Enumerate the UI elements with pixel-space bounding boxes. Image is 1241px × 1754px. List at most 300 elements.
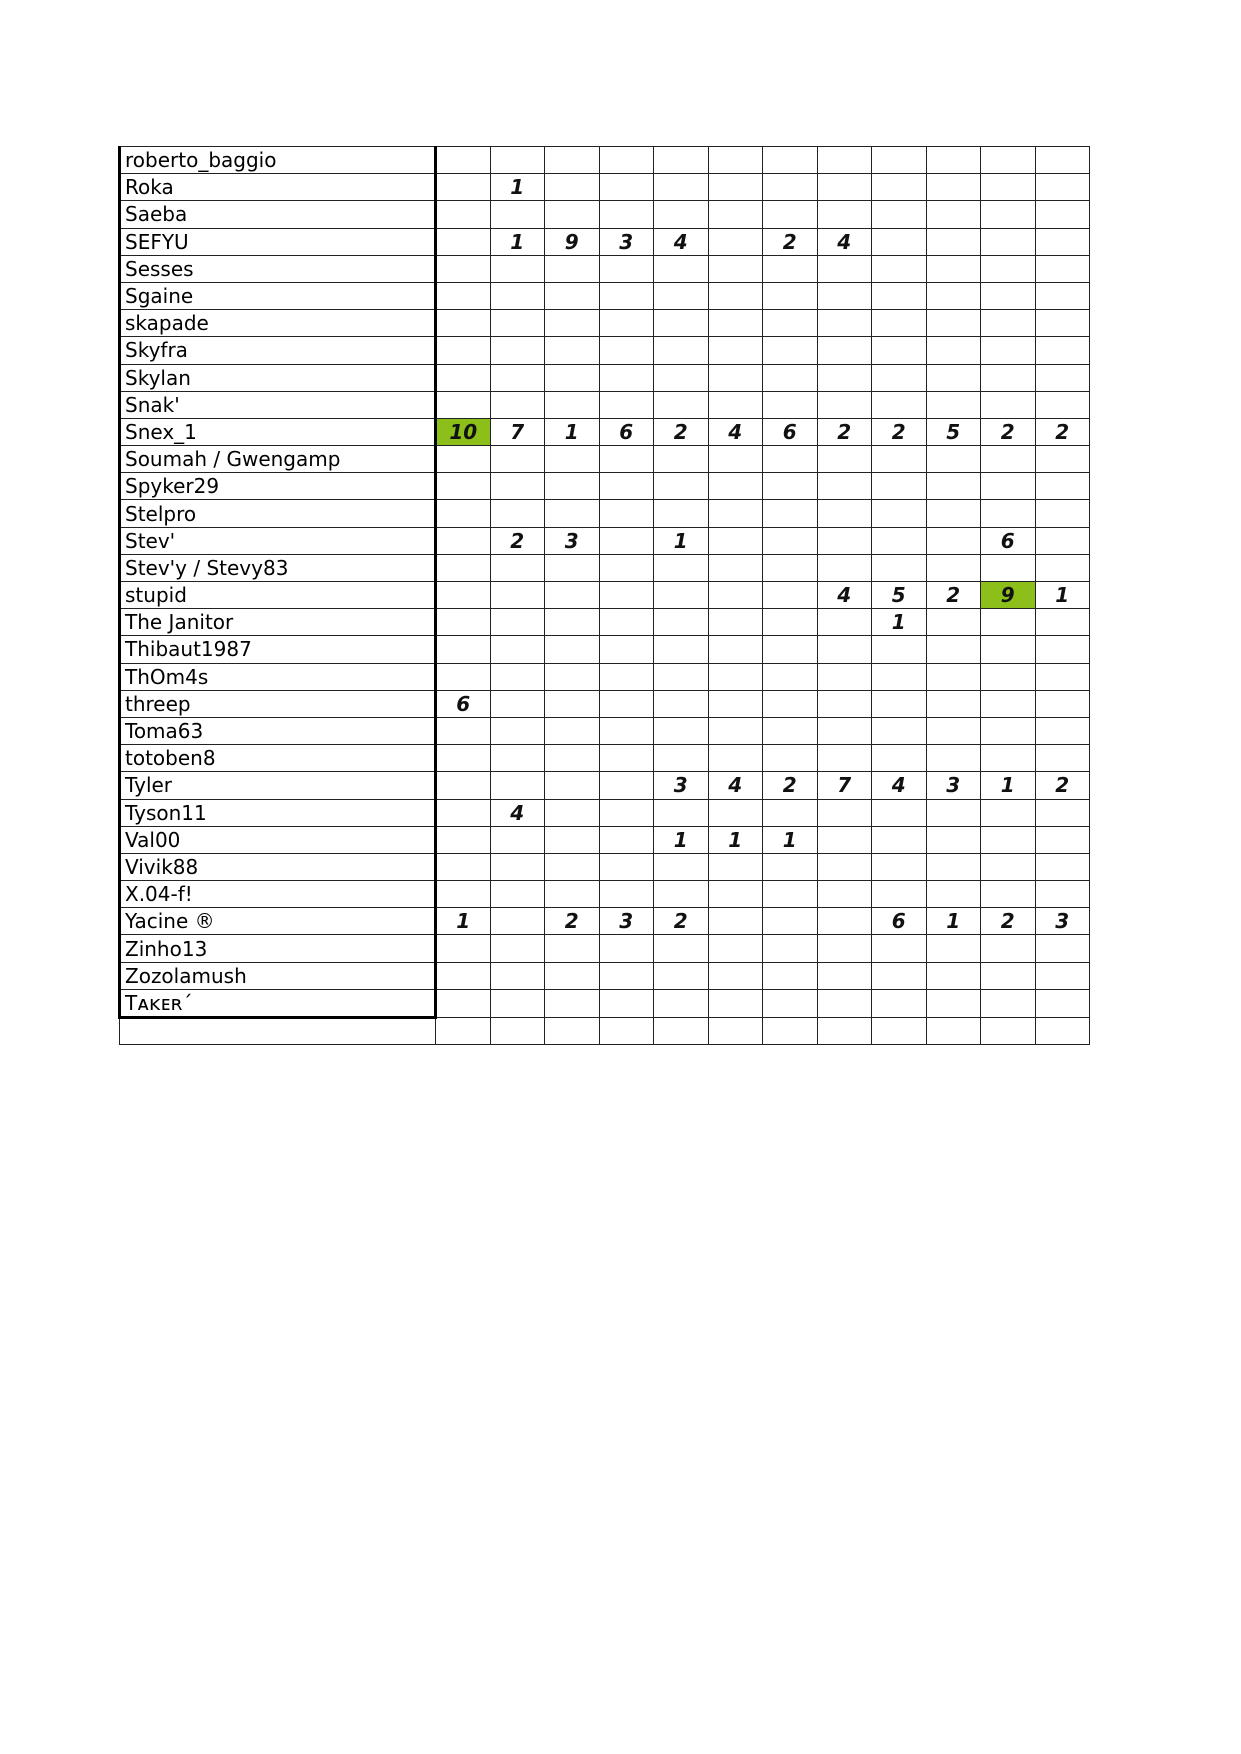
score-cell <box>1035 935 1090 962</box>
score-cell <box>926 174 981 201</box>
player-name-cell: Thibaut1987 <box>120 636 436 663</box>
table-row <box>120 228 1090 255</box>
score-cell <box>817 690 872 717</box>
score-cell: 3 <box>545 527 600 554</box>
score-cell: 5 <box>926 418 981 445</box>
player-name-cell: Yacine ® <box>120 908 436 935</box>
score-cell <box>981 881 1036 908</box>
score-cell <box>490 962 545 989</box>
score-cell <box>436 500 491 527</box>
score-cell <box>599 500 654 527</box>
score-cell <box>817 554 872 581</box>
score-cell <box>545 500 600 527</box>
score-cell <box>872 473 927 500</box>
score-cell <box>708 582 763 609</box>
score-cell <box>926 310 981 337</box>
score-cell: 1 <box>436 908 491 935</box>
score-cell <box>1035 147 1090 174</box>
score-cell <box>817 473 872 500</box>
score-cell <box>490 636 545 663</box>
score-cell <box>490 582 545 609</box>
score-cell <box>872 310 927 337</box>
score-cell <box>599 935 654 962</box>
score-cell: 2 <box>1035 418 1090 445</box>
score-cell <box>981 609 1036 636</box>
score-cell <box>763 527 818 554</box>
score-cell <box>490 717 545 744</box>
score-cell <box>436 826 491 853</box>
table-row <box>120 174 1090 201</box>
score-cell <box>545 364 600 391</box>
score-cell <box>545 663 600 690</box>
score-cell: 2 <box>545 908 600 935</box>
score-cell: 2 <box>654 908 709 935</box>
score-cell <box>817 147 872 174</box>
score-cell <box>817 337 872 364</box>
table-row <box>120 609 1090 636</box>
score-cell <box>654 636 709 663</box>
score-cell: 1 <box>654 826 709 853</box>
score-cell <box>654 609 709 636</box>
score-cell <box>981 310 1036 337</box>
score-cell <box>926 609 981 636</box>
score-cell <box>436 799 491 826</box>
score-cell <box>436 446 491 473</box>
table-row <box>120 582 1090 609</box>
score-cell <box>763 282 818 309</box>
score-cell <box>981 636 1036 663</box>
table-row <box>120 201 1090 228</box>
score-cell <box>926 473 981 500</box>
score-cell <box>436 147 491 174</box>
score-cell <box>490 609 545 636</box>
score-cell <box>545 881 600 908</box>
score-cell <box>926 282 981 309</box>
score-cell: 2 <box>763 772 818 799</box>
score-cell <box>872 663 927 690</box>
score-cell <box>817 364 872 391</box>
table-row <box>120 663 1090 690</box>
score-cell <box>436 554 491 581</box>
score-cell <box>436 391 491 418</box>
player-name-cell: Soumah / Gwengamp <box>120 446 436 473</box>
score-cell: 4 <box>708 772 763 799</box>
score-cell <box>599 609 654 636</box>
score-cell <box>817 310 872 337</box>
score-cell <box>654 364 709 391</box>
table-row <box>120 391 1090 418</box>
score-cell <box>599 745 654 772</box>
score-cell <box>654 1017 709 1044</box>
score-cell <box>763 1017 818 1044</box>
score-cell <box>545 772 600 799</box>
score-cell <box>1035 962 1090 989</box>
score-cell <box>981 663 1036 690</box>
score-cell: 6 <box>872 908 927 935</box>
score-cell <box>545 391 600 418</box>
score-cell <box>599 690 654 717</box>
score-cell <box>490 935 545 962</box>
score-cell <box>817 174 872 201</box>
player-name-cell: Skyfra <box>120 337 436 364</box>
score-cell: 6 <box>763 418 818 445</box>
score-cell <box>981 1017 1036 1044</box>
score-cell <box>490 690 545 717</box>
score-cell <box>817 527 872 554</box>
score-cell <box>817 255 872 282</box>
score-cell <box>708 255 763 282</box>
score-cell <box>436 255 491 282</box>
player-name-cell: Stev' <box>120 527 436 554</box>
score-cell <box>763 717 818 744</box>
score-cell <box>545 473 600 500</box>
score-cell <box>872 527 927 554</box>
score-cell <box>436 527 491 554</box>
score-cell <box>926 446 981 473</box>
score-cell <box>436 717 491 744</box>
score-cell <box>763 500 818 527</box>
table-row <box>120 826 1090 853</box>
score-cell <box>981 962 1036 989</box>
score-cell <box>1035 799 1090 826</box>
score-cell <box>763 853 818 880</box>
score-cell <box>1035 745 1090 772</box>
score-cell <box>599 663 654 690</box>
score-cell <box>545 282 600 309</box>
table-row <box>120 935 1090 962</box>
score-cell: 1 <box>545 418 600 445</box>
score-cell <box>872 500 927 527</box>
score-cell <box>763 745 818 772</box>
score-cell <box>817 799 872 826</box>
score-cell <box>872 391 927 418</box>
score-cell <box>436 174 491 201</box>
score-cell: 1 <box>708 826 763 853</box>
score-cell <box>545 446 600 473</box>
player-name-cell: Tᴀᴋᴇʀ´ <box>120 989 436 1017</box>
score-cell: 3 <box>599 228 654 255</box>
score-cell <box>436 364 491 391</box>
score-cell <box>654 391 709 418</box>
score-cell <box>763 881 818 908</box>
player-name-cell: skapade <box>120 310 436 337</box>
table-row <box>120 717 1090 744</box>
score-cell <box>545 826 600 853</box>
score-cell <box>817 201 872 228</box>
score-cell <box>981 989 1036 1017</box>
score-cell <box>436 745 491 772</box>
score-cell <box>490 1017 545 1044</box>
table-row <box>120 337 1090 364</box>
score-cell <box>926 554 981 581</box>
score-cell <box>872 364 927 391</box>
score-cell <box>817 391 872 418</box>
score-cell <box>817 853 872 880</box>
score-cell <box>599 717 654 744</box>
score-cell: 6 <box>599 418 654 445</box>
table-row <box>120 282 1090 309</box>
score-cell <box>926 1017 981 1044</box>
score-cell <box>763 174 818 201</box>
score-cell <box>981 799 1036 826</box>
score-cell <box>599 446 654 473</box>
score-cell <box>708 1017 763 1044</box>
player-name-cell: Snak' <box>120 391 436 418</box>
player-name-cell: Saeba <box>120 201 436 228</box>
score-cell <box>926 147 981 174</box>
score-cell: 9 <box>981 582 1036 609</box>
score-cell <box>817 663 872 690</box>
score-cell <box>1035 663 1090 690</box>
score-cell <box>490 446 545 473</box>
score-cell <box>981 853 1036 880</box>
score-cell <box>490 282 545 309</box>
score-cell <box>599 772 654 799</box>
score-cell <box>926 201 981 228</box>
score-cell <box>926 255 981 282</box>
score-cell <box>545 853 600 880</box>
score-cell <box>1035 228 1090 255</box>
score-cell <box>981 255 1036 282</box>
score-cell <box>817 989 872 1017</box>
score-cell <box>545 636 600 663</box>
score-cell <box>1035 500 1090 527</box>
score-cell <box>436 282 491 309</box>
table-row <box>120 799 1090 826</box>
score-cell <box>599 337 654 364</box>
score-cell <box>1035 391 1090 418</box>
score-cell: 2 <box>981 418 1036 445</box>
score-cell <box>708 690 763 717</box>
score-cell <box>763 636 818 663</box>
score-cell <box>763 663 818 690</box>
score-cell <box>763 989 818 1017</box>
table-row <box>120 881 1090 908</box>
score-cell <box>436 1017 491 1044</box>
score-cell <box>872 1017 927 1044</box>
player-name-cell: The Janitor <box>120 609 436 636</box>
score-cell <box>872 799 927 826</box>
score-cell <box>1035 473 1090 500</box>
table-row <box>120 908 1090 935</box>
score-cell <box>981 364 1036 391</box>
table-row <box>120 554 1090 581</box>
score-cell <box>708 201 763 228</box>
score-cell <box>926 745 981 772</box>
score-cell <box>599 391 654 418</box>
score-cell <box>654 717 709 744</box>
score-cell <box>654 500 709 527</box>
score-cell <box>599 881 654 908</box>
score-cell <box>872 228 927 255</box>
score-cell <box>981 147 1036 174</box>
score-cell <box>1035 717 1090 744</box>
player-name-cell: Tyson11 <box>120 799 436 826</box>
score-cell: 3 <box>1035 908 1090 935</box>
score-cell <box>654 255 709 282</box>
score-cell <box>1035 989 1090 1017</box>
score-cell: 1 <box>763 826 818 853</box>
score-cell <box>1035 881 1090 908</box>
score-cell <box>708 391 763 418</box>
score-cell <box>654 935 709 962</box>
score-cell <box>708 717 763 744</box>
score-cell <box>545 174 600 201</box>
score-cell <box>599 554 654 581</box>
score-cell <box>981 826 1036 853</box>
score-cell <box>545 337 600 364</box>
player-name-cell: stupid <box>120 582 436 609</box>
score-cell: 3 <box>926 772 981 799</box>
score-cell: 4 <box>872 772 927 799</box>
score-cell <box>708 745 763 772</box>
table-row <box>120 147 1090 174</box>
score-cell <box>981 201 1036 228</box>
score-cell <box>817 500 872 527</box>
player-name-cell: threep <box>120 690 436 717</box>
score-cell <box>981 282 1036 309</box>
score-cell <box>708 527 763 554</box>
score-cell <box>872 255 927 282</box>
score-cell <box>545 989 600 1017</box>
score-cell <box>981 446 1036 473</box>
score-cell: 1 <box>1035 582 1090 609</box>
score-cell: 4 <box>654 228 709 255</box>
score-cell <box>545 1017 600 1044</box>
score-cell <box>1035 826 1090 853</box>
score-cell <box>599 636 654 663</box>
score-cell <box>654 962 709 989</box>
player-name-cell: Zinho13 <box>120 935 436 962</box>
score-cell <box>708 636 763 663</box>
score-cell <box>872 201 927 228</box>
score-cell <box>545 255 600 282</box>
score-cell <box>490 201 545 228</box>
score-cell <box>436 935 491 962</box>
score-cell: 1 <box>490 174 545 201</box>
score-cell: 2 <box>872 418 927 445</box>
table-row <box>120 473 1090 500</box>
score-cell <box>490 337 545 364</box>
player-name-cell: Toma63 <box>120 717 436 744</box>
score-cell <box>490 989 545 1017</box>
player-name-cell: Sesses <box>120 255 436 282</box>
score-cell <box>926 527 981 554</box>
score-cell <box>654 582 709 609</box>
player-name-cell: Roka <box>120 174 436 201</box>
score-cell <box>490 745 545 772</box>
score-cell <box>436 881 491 908</box>
score-cell <box>654 147 709 174</box>
score-cell <box>654 201 709 228</box>
score-cell <box>654 989 709 1017</box>
score-cell <box>981 500 1036 527</box>
player-name-cell: ThOm4s <box>120 663 436 690</box>
score-cell <box>926 364 981 391</box>
score-cell <box>872 989 927 1017</box>
score-cell <box>436 663 491 690</box>
score-cell <box>981 745 1036 772</box>
score-cell <box>599 962 654 989</box>
player-name-cell: Zozolamush <box>120 962 436 989</box>
score-cell <box>490 500 545 527</box>
score-cell <box>1035 310 1090 337</box>
score-cell <box>981 391 1036 418</box>
score-cell <box>763 799 818 826</box>
score-cell <box>817 935 872 962</box>
table-row <box>120 364 1090 391</box>
score-cell <box>490 554 545 581</box>
score-cell <box>763 609 818 636</box>
score-cell: 1 <box>981 772 1036 799</box>
score-cell <box>490 853 545 880</box>
score-cell <box>545 609 600 636</box>
score-cell <box>708 473 763 500</box>
score-cell: 1 <box>654 527 709 554</box>
score-cell <box>599 1017 654 1044</box>
score-cell <box>981 935 1036 962</box>
score-cell <box>981 337 1036 364</box>
score-cell <box>545 201 600 228</box>
score-cell: 2 <box>490 527 545 554</box>
score-cell <box>763 201 818 228</box>
score-table <box>118 146 1090 1045</box>
score-cell <box>654 663 709 690</box>
score-cell: 2 <box>1035 772 1090 799</box>
table-row <box>120 310 1090 337</box>
score-cell <box>654 446 709 473</box>
score-cell: 2 <box>763 228 818 255</box>
score-cell <box>490 147 545 174</box>
score-cell <box>545 582 600 609</box>
score-cell <box>599 147 654 174</box>
player-name-cell: Vivik88 <box>120 853 436 880</box>
score-cell <box>654 473 709 500</box>
score-cell <box>436 989 491 1017</box>
score-cell <box>490 364 545 391</box>
score-cell <box>872 935 927 962</box>
player-name-cell: Snex_1 <box>120 418 436 445</box>
player-name-cell: Spyker29 <box>120 473 436 500</box>
score-cell <box>490 772 545 799</box>
score-cell <box>1035 174 1090 201</box>
score-cell <box>436 473 491 500</box>
score-cell <box>817 962 872 989</box>
score-cell <box>763 364 818 391</box>
player-name-cell: Sgaine <box>120 282 436 309</box>
score-cell <box>545 799 600 826</box>
table-row <box>120 1017 1090 1044</box>
score-cell <box>763 962 818 989</box>
score-cell <box>599 282 654 309</box>
score-cell <box>708 554 763 581</box>
score-cell: 1 <box>872 609 927 636</box>
table-row <box>120 853 1090 880</box>
score-cell <box>1035 337 1090 364</box>
score-cell <box>763 337 818 364</box>
score-cell: 2 <box>981 908 1036 935</box>
score-cell <box>981 554 1036 581</box>
score-cell <box>708 174 763 201</box>
score-cell: 3 <box>599 908 654 935</box>
score-cell <box>654 799 709 826</box>
score-cell <box>599 473 654 500</box>
score-cell <box>708 364 763 391</box>
score-cell <box>545 147 600 174</box>
score-cell <box>708 935 763 962</box>
score-cell <box>545 554 600 581</box>
player-name-cell <box>120 1017 436 1044</box>
